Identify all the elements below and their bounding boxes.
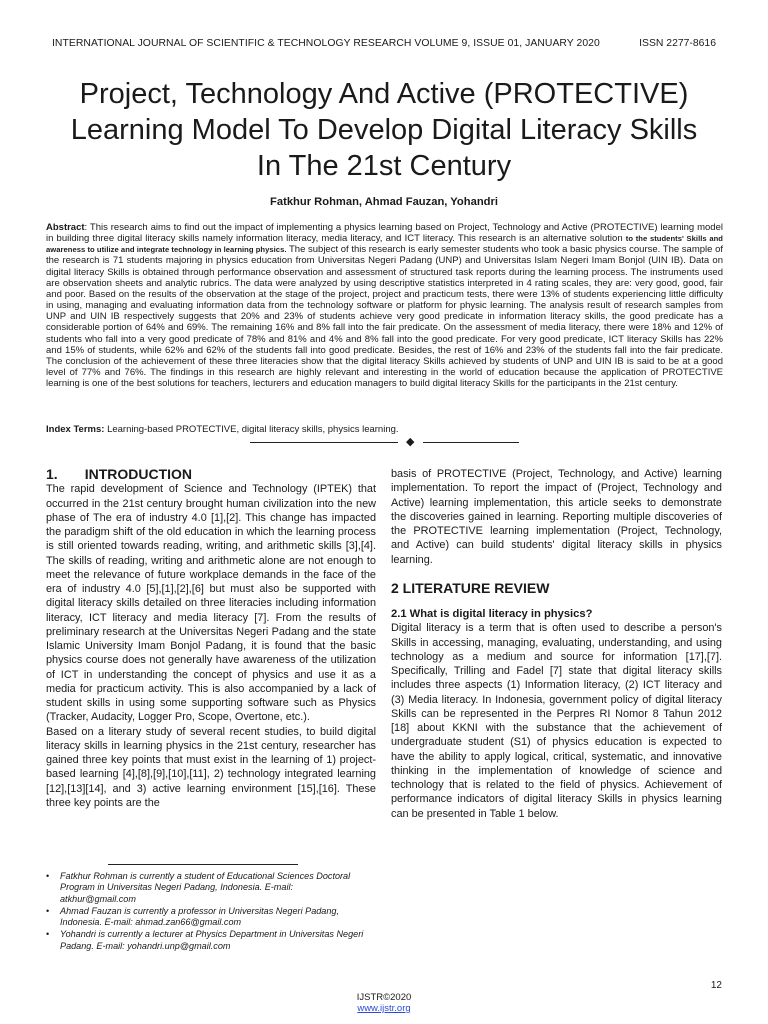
footnote-text: Fatkhur Rohman is currently a student of Educational Sciences Doctoral Program in Universitas Negeri Padang, Indonesia. E-mail: atkhur@gmail.com bbox=[60, 871, 351, 904]
index-terms bbox=[46, 424, 723, 435]
intro-title: INTRODUCTION bbox=[84, 466, 193, 482]
intro-paragraph-2: Based on a literary study of several recent studies, to build digital literacy skills in learning physics in the 21st century, researcher has gained three key points that must exist in the learning of 1) project-based learning [4],[8],[9],[10],[11], 2) technology integrated learning [12],[13][14], and 3) active learning environment [15],[16]. These three key points are the bbox=[46, 725, 376, 809]
footnote-item bbox=[46, 929, 368, 952]
footnote-rule bbox=[108, 864, 298, 865]
footer-link[interactable]: www.ijstr.org bbox=[357, 1003, 411, 1014]
abstract-text-1: : This research aims to find out the impact of implementing a physics learning based on Project, Technology and Active (PROTECTIVE) learning model in building three digital literacy skills namely information literacy, media literacy, and ICT literacy. This research is an alternative solution bbox=[46, 222, 723, 245]
lit-review-heading: 2 LITERATURE REVIEW bbox=[391, 579, 550, 596]
intro-paragraph-3: basis of PROTECTIVE (Project, Technology, and Active) learning implementation. To report the impact of (Project, Technology and Active) learning implementation, this article seeks to demonstrate the discoveries gained in learning. Reporting multiple discoveries of the PROTECTIVE learning implementation (Project, Technology, and Active) can build students' digital literacy skills in physics learning. bbox=[391, 468, 722, 566]
lit-review-paragraph: Digital literacy is a term that is often used to describe a person's Skills in accessing, managing, evaluating, understanding, and using technology as a medium and source for information [17],[7]. Specifically, Trilling and Fadel [7] state that digital literacy skills includes three aspects (1) Information literacy, (2) ICT literacy and (3) Media literacy. In Indonesia, government policy of digital literacy Skills can be represented in the Perpres RI Nomor 8 Tahun 2012 [18] about KKNI with the substance that the achievement of undergraduate student (S1) of physics education is expected to have the ability to apply logical, critical, systematic, and innovative thinking in the implementation of knowledge of science and technology that is related to the field of physics. Achievement of performance indicators of digital literacy Skills in physics learning can be presented in Table 1 below. bbox=[391, 622, 722, 820]
intro-heading bbox=[46, 467, 376, 481]
lit-review-subheading: 2.1 What is digital literacy in physics? bbox=[391, 608, 593, 620]
right-column bbox=[391, 467, 722, 821]
abstract bbox=[46, 222, 723, 389]
bullet-icon: • bbox=[46, 905, 50, 916]
abstract-label: Abstract bbox=[46, 222, 85, 233]
intro-paragraph-1: The rapid development of Science and Technology (IPTEK) that occurred in the 21st century brought human civilization into the new phase of The era of industry 4.0 [1],[2]. This change has impacted the paradigm shift of the old education in which the learning process is still oriented towards reading, writing, and arithmetic skills [3],[4]. The skills of reading, writing and arithmetic alone are not enough to meet the relevance of future workplace demands in the face of the era of industry 4.0 [5],[1],[2],[6] but must also be supported with digital literacy skills detailed on three literacies including information literacy, ICT literacy and media literacy [7]. From the results of preliminary research at the Universitas Negeri Padang and the state Islamic University Imam Bonjol Padang, it is found that the basic physics course does not generally have awareness of the utilization of ICT in understanding the concept of physics and use it as a media for practicum activity. This is also accompanied by a lack of student skills in using some supporting software such as Physics (Tracker, Audacity, Logger Pro, Scope, Overtone, etc.). bbox=[46, 483, 376, 724]
bullet-icon: • bbox=[46, 929, 50, 940]
intro-number: 1. bbox=[46, 466, 58, 482]
abstract-text-small: to the students' Skills and awareness to utilize and integrate technology in learning physics. bbox=[46, 234, 723, 255]
issn-label: ISSN 2277-8616 bbox=[639, 38, 716, 49]
footer-copyright: IJSTR©2020 bbox=[356, 992, 412, 1003]
title-line-2: Learning Model To Develop Digital Literacy Skills bbox=[70, 114, 698, 146]
footnote-text: Ahmad Fauzan is currently a professor in Universitas Negeri Padang, Indonesia. E-mail: ahmad.zan66@gmail.com bbox=[60, 905, 340, 928]
separator-line-left bbox=[250, 442, 398, 443]
page-footer bbox=[0, 992, 768, 1014]
footnote-item bbox=[46, 871, 368, 905]
title-line-1: Project, Technology And Active (PROTECTIVE) bbox=[79, 78, 689, 110]
separator-diamond-icon: ◆ bbox=[406, 436, 415, 448]
title-line-3: In The 21st Century bbox=[256, 150, 512, 182]
left-column bbox=[46, 467, 376, 810]
footnotes bbox=[46, 871, 368, 953]
author-list: Fatkhur Rohman, Ahmad Fauzan, Yohandri bbox=[270, 196, 498, 208]
separator-line-right bbox=[423, 442, 519, 443]
journal-header: INTERNATIONAL JOURNAL OF SCIENTIFIC & TECHNOLOGY RESEARCH VOLUME 9, ISSUE 01, JANUARY 2020 bbox=[52, 38, 600, 49]
abstract-text-2: The subject of this research is early semester students who took a basic physics course. The sample of the research is 71 students majoring in physics education from Universitas Negeri Padang (UNP) and Universitas Islam Negeri Imam Bonjol (UIN IB). Data on digital literacy Skills is obtained through performance observation and assessment of structured task reports during the learning process. The instruments used are observation sheets and analytic rubrics. The data were analyzed by using descriptive statistics interpreted in 4 rating scales, they are: very good, good, fair and poor. Based on the results of the observation at the stage of the project, project and practicum tests, there were 13% of students experiencing little difficulty in using, managing and evaluating information data from the technology software or platform for physic learning. The analysis result of research samples from UNP and UIN IB respectively suggests that 20% and 23% of students achieve very good predicate in information literacy skills, the good predicate has a considerable portion of 64% and 69%. The remaining 16% and 8% fall into the fair predicate. On the assessment of media literacy, there were 18% and 12% of students who fall into a very good predicate of 78% and 81% and 4% and 8% fall into the good predicate. For very good predicate, ICT literacy Skills has 22% and 15% of students, while 62% and 62% of the students fall into good predicate. Besides, the rest of 16% and 23% of the students fall into the fair predicate. The conclusion of the achievement of these three literacies show that the digital literacy Skills achieved by students of UNP and UIN IB is said to be at a good level of 77% and 76%. The findings in this research are highly relevant and interesting in the world of education because the application of PROTECTIVE learning is one of the best solutions for teachers, lecturers and education managers to build digital literacy Skills for the participants in the 21st century. bbox=[46, 244, 723, 390]
bullet-icon: • bbox=[46, 871, 50, 881]
index-terms-text: Learning-based PROTECTIVE, digital literacy skills, physics learning. bbox=[104, 424, 399, 435]
paper-title bbox=[36, 76, 732, 184]
footnote-text: Yohandri is currently a lecturer at Physics Department in Universitas Negeri Padang. E-mail: yohandri.unp@gmail.com bbox=[60, 929, 364, 951]
footnote-item bbox=[46, 906, 368, 929]
index-terms-label: Index Terms: bbox=[46, 424, 105, 435]
page-number: 12 bbox=[710, 980, 722, 991]
